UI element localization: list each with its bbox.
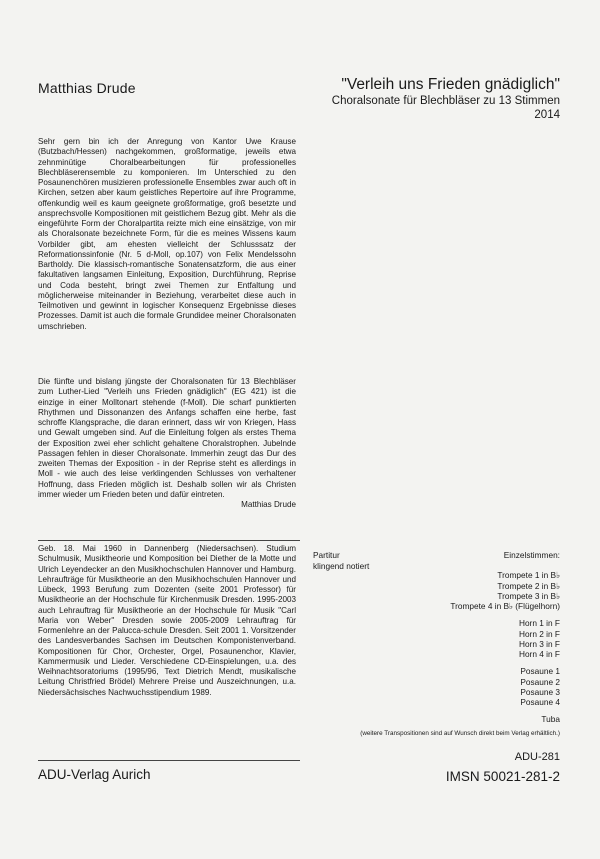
biography (38, 544, 296, 698)
work-title: "Verleih uns Frieden gnädiglich" (341, 76, 560, 93)
part-trumpet-4: Trompete 4 in B♭ (Flügelhorn) (450, 601, 560, 611)
intro-paragraph-2-text: Die fünfte und bislang jüngste der Choralsonaten für 13 Blechbläser zum Luther-Lied "Verleih uns Frieden gnädiglich" (EG 421) ist die einzige in einer Molltonart stehende (f-Moll). Die scharf punktierten Rhythmen und Dissonanzen des Anfangs schaffen eine herbe, fast schroffe Klangsprache, die daran erinnert, dass wir von Kriegen, Hass und Gewalt umgeben sind. Auf die Einleitung folgen als erstes Thema der Exposition zwei eher schlicht gehaltene Choralstrophen. Jubelnde Passagen fehlen in dieser Choralsonate. Immerhin zeugt das Dur des zweiten Themas der Exposition - in der Reprise steht es allerdings in Moll - wie auch des leise verklingenden Schlusses von verhaltener Hoffnung, dass Frieden möglich ist. Deshalb sollen wir als Christen immer wieder um Frieden beten und dafür eintreten. (38, 377, 296, 499)
signature: Matthias Drude (241, 500, 296, 509)
part-trombone-3: Posaune 3 (520, 686, 560, 697)
trumpet-parts (320, 570, 560, 611)
part-trombone-4: Posaune 4 (520, 697, 560, 707)
work-subtitle: Choralsonate für Blechbläser zu 13 Stimmen (331, 95, 560, 107)
part-trumpet-2: Trompete 2 in B♭ (497, 580, 560, 591)
part-trumpet-1: Trompete 1 in B♭ (497, 570, 560, 581)
part-tuba: Tuba (541, 714, 560, 725)
imsn-number: IMSN 50021-281-2 (445, 769, 560, 784)
parts-list (320, 550, 560, 732)
tuba-part (320, 714, 560, 724)
part-horn-1: Horn 1 in F (518, 618, 560, 629)
publisher-name: ADU-Verlag Aurich (38, 767, 151, 782)
catalog-info (446, 750, 560, 786)
intro-paragraph-1-text: Sehr gern bin ich der Anregung von Kantor Uwe Krause (Butzbach/Hessen) nachgekommen, großformatige, jeweils etwa zehnminütige Choralbearbeitungen für professionelles Blechbläserensemble zu komponieren. Im Unterschied zu den Posaunenchören musizieren professionelle Ensembles zwar auch oft in Kirchen, setzen aber kaum geistliches Repertoire auf ihre Programme, offenkundig weil es kaum geeignete großformatige, groß besetzte und ansprechsvolle Kompositionen mit geistlichem Bezug gibt. Mehr als die eingeführte Form der Choralpartita reizte mich eine einsätzige, von mir als Choralsonate bezeichnete Form, für die es meines Wissens kaum Vorbilder gibt, am ehesten vielleicht der Schlusssatz der Reformationssinfonie (Nr. 5 d-Moll, op.107) von Felix Mendelssohn Bartholdy. Die klassisch-romantische Sonatensatzform, die aus einer fakultativen langsamen Einleitung, Exposition, Durchführung, Reprise und Coda besteht, bringt zwei Themen zur Entfaltung und möglicherweise miteinander in Beziehung, verarbeitet diese auch in Teilmotiven und gewinnt in logischer Konsequenz Ergebnisse dieses Prozesses. Damit ist auch die formale Grundidee meiner Choralsonaten umschrieben. (38, 137, 296, 331)
part-horn-2: Horn 2 in F (518, 628, 560, 639)
transposition-note: (weitere Transpositionen sind auf Wunsch direkt beim Verlag erhältlich.) (360, 730, 560, 737)
parts-header: Einzelstimmen: (503, 550, 560, 560)
divider-bottom (38, 760, 300, 761)
part-trumpet-3: Trompete 3 in B♭ (497, 590, 560, 601)
trombone-parts (320, 666, 560, 707)
divider-top (38, 540, 300, 541)
horn-parts (320, 618, 560, 659)
part-horn-4: Horn 4 in F (518, 649, 560, 659)
score-label: Partitur (313, 550, 340, 560)
biography-text: Geb. 18. Mai 1960 in Dannenberg (Niedersachsen). Studium Schulmusik, Musiktheorie und Komposition bei Diether de la Motte und Ulrich Leyendecker an den Musikhochschulen Hannover und Hamburg. Lehraufträge für Musiktheorie an den Musikhochschulen Hannover und Lübeck, 1993 Berufung zum Dozenten (seite 2001 Professor) für Musiktheorie an der Hochschule für Kirchenmusik Dresden. 1995-2003 auch Lehrauftrag für Musiktheorie an der Hochschule für Musik "Carl Maria von Weber" Dresden sowie 2005-2009 Lehrauftrag für Formenlehre an der Palucca-schule Dresden. Seit 2001 1. Vorsitzender des Landesverbandes Sachsen im Deutschen Komponistenverband. Kompositionen für Chor, Orchester, Orgel, Posaunenchor, Klavier, Kammermusik und Lieder. Verschiedene CD-Einspielungen, u.a. des Weihnachtsoratoriums (1995/96, Text Dietrich Mendt, musikalische Leitung Christfried Brödel) Mehrere Preise und Auszeichnungen, u.a. Niedersächsisches Nachwuchsstipendium 1989. (38, 544, 296, 697)
part-trombone-2: Posaune 2 (520, 676, 560, 687)
part-trombone-1: Posaune 1 (520, 666, 560, 677)
score-sublabel: klingend notiert (313, 560, 370, 571)
composition-year: 2014 (534, 109, 560, 121)
intro-paragraph-2 (38, 377, 296, 510)
title-block (332, 76, 560, 122)
part-horn-3: Horn 3 in F (518, 638, 560, 649)
intro-paragraph-1 (38, 137, 296, 332)
composer-name: Matthias Drude (38, 80, 136, 96)
catalog-number: ADU-281 (514, 751, 560, 763)
